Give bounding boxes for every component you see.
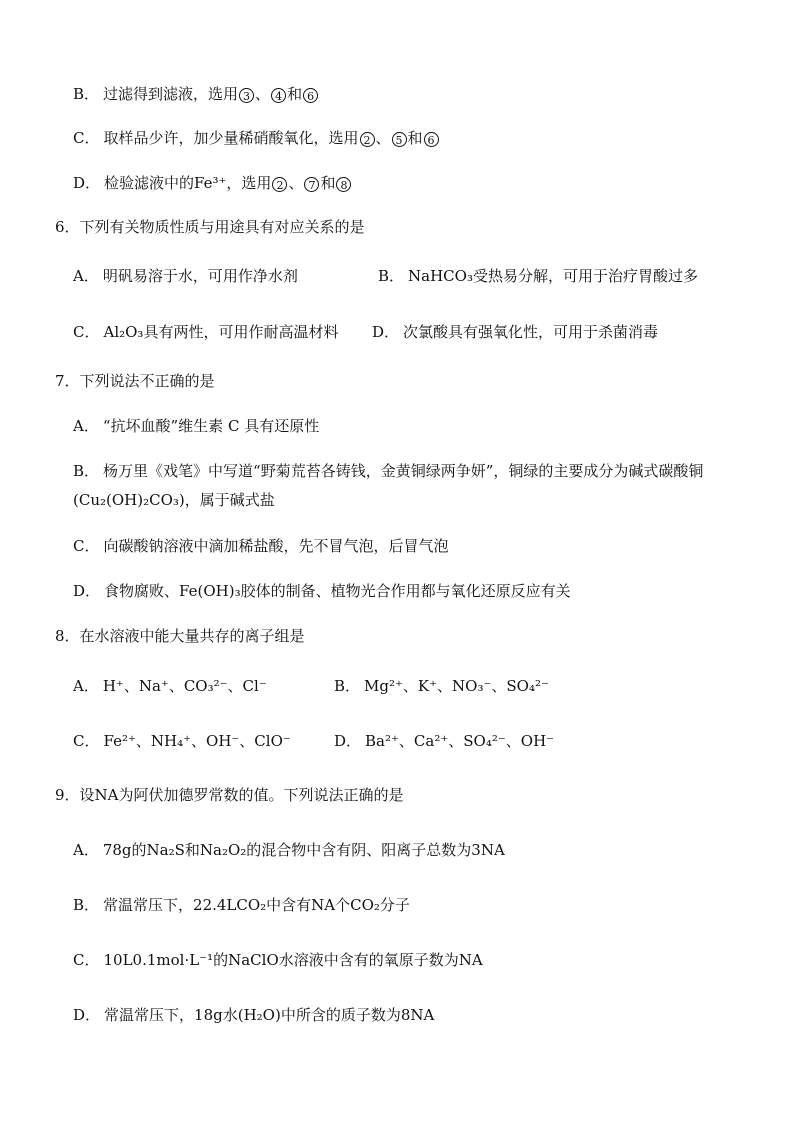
q7-option-c [73,536,449,556]
circled-number: 6 [303,88,318,103]
option-label: A． [73,417,99,435]
option-text: 常温常压下，22.4LCO₂中含有NA个CO₂分子 [103,896,410,914]
option-text: “抗坏血酸”维生素 C 具有还原性 [102,417,320,435]
option-label: B． [73,85,100,103]
q6-stem: 6．下列有关物质性质与用途具有对应关系的是 [55,218,365,236]
q7-option-b [73,461,703,481]
option-text: Ba²⁺、Ca²⁺、SO₄²⁻、OH⁻ [365,732,555,750]
option-text: Fe²⁺、NH₄⁺、OH⁻、ClO⁻ [103,732,291,750]
q8-option-d [334,731,554,751]
separator: 、 [288,174,304,192]
option-label: D． [73,174,101,192]
circled-number: 6 [424,132,439,147]
option-label: A． [73,267,99,285]
option-label: C． [73,323,100,341]
circled-number: 8 [336,177,351,192]
option-label: B． [378,267,405,285]
q9-option-a [73,840,505,860]
option-label: D． [73,582,101,600]
q6-option-b [378,266,698,286]
circled-number: 2 [272,177,287,192]
option-text: 食物腐败、Fe(OH)₃胶体的制备、植物光合作用都与氧化还原反应有关 [104,582,571,600]
option-label: C． [73,732,100,750]
q7-option-b-continuation: (Cu₂(OH)₂CO₃)，属于碱式盐 [73,491,275,509]
option-label: B． [73,896,100,914]
q8-option-b [334,676,549,696]
q9-option-b [73,895,410,915]
option-text: 常温常压下，18g水(H₂O)中所含的质子数为8NA [104,1006,435,1024]
q8-option-c [73,731,291,751]
option-text: NaHCO₃受热易分解，可用于治疗胃酸过多 [408,267,698,285]
q7-option-a [73,416,319,436]
option-label: A． [73,677,99,695]
option-text: 向碳酸钠溶液中滴加稀盐酸，先不冒气泡，后冒气泡 [103,537,449,555]
q6-option-a [73,266,298,286]
q6-option-d [372,322,658,342]
q5-option-b [73,84,319,104]
option-text: Al₂O₃具有两性，可用作耐高温材料 [103,323,339,341]
q5-option-d [73,173,352,193]
option-text: 过滤得到滤液，选用 [103,85,239,103]
circled-number: 2 [360,132,375,147]
separator: 、 [375,129,391,147]
option-label: C． [73,537,100,555]
option-label: C． [73,951,100,969]
conjunction: 和 [407,129,423,147]
conjunction: 和 [320,174,336,192]
q8-option-a [73,676,267,696]
circled-number: 3 [239,88,254,103]
option-text: 取样品少许，加少量稀硝酸氧化，选用 [103,129,359,147]
option-label: C． [73,129,100,147]
circled-number: 4 [271,88,286,103]
option-text: 10L0.1mol·L⁻¹的NaClO水溶液中含有的氧原子数为NA [103,951,483,969]
conjunction: 和 [287,85,303,103]
q9-option-d [73,1005,434,1025]
q9-stem: 9．设NA为阿伏加德罗常数的值。下列说法正确的是 [55,786,404,804]
q6-option-c [73,322,338,342]
option-label: A． [73,841,99,859]
option-label: B． [73,462,100,480]
option-text: Mg²⁺、K⁺、NO₃⁻、SO₄²⁻ [364,677,549,695]
option-text: 明矾易溶于水，可用作净水剂 [102,267,298,285]
option-text: 检验滤液中的Fe³⁺，选用 [104,174,272,192]
option-label: B． [334,677,361,695]
circled-number: 7 [304,177,319,192]
q8-stem: 8．在水溶液中能大量共存的离子组是 [55,627,305,645]
option-text: 78g的Na₂S和Na₂O₂的混合物中含有阴、阳离子总数为3NA [102,841,505,859]
separator: 、 [255,85,271,103]
q7-option-d [73,581,571,601]
option-label: D． [334,732,362,750]
option-text: 次氯酸具有强氧化性，可用于杀菌消毒 [403,323,659,341]
q5-option-c [73,128,440,148]
q9-option-c [73,950,483,970]
option-text: 杨万里《戏笔》中写道“野菊荒苔各铸钱，金黄铜绿两争妍”，铜绿的主要成分为碱式碳酸铜 [103,462,704,480]
q7-stem: 7．下列说法不正确的是 [55,372,215,390]
circled-number: 5 [392,132,407,147]
option-text: H⁺、Na⁺、CO₃²⁻、Cl⁻ [102,677,267,695]
option-label: D． [73,1006,101,1024]
option-label: D． [372,323,400,341]
